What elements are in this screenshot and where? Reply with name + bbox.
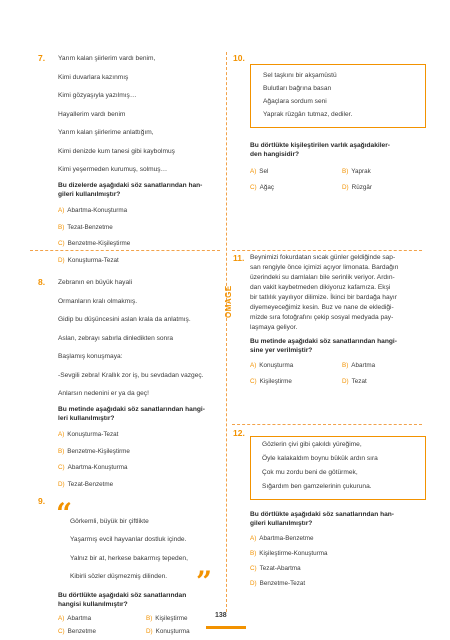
poem-line: Kibirli sözler düşmezmiş dilinden. xyxy=(70,573,168,580)
page-number-bar xyxy=(206,626,246,629)
question-12-prompt: gileri kullanılmıştır? xyxy=(250,520,313,527)
option-a[interactable]: A) Konuşturma-Tezat xyxy=(58,431,119,438)
close-quote-icon: ” xyxy=(196,565,213,598)
question-7-number: 7. xyxy=(38,53,46,63)
text-line: laşmaya geliyor. xyxy=(250,324,298,331)
section-divider-right-2 xyxy=(232,424,422,425)
option-d[interactable]: D) Tezat-Benzetme xyxy=(58,481,114,488)
section-divider-left-1 xyxy=(30,250,220,251)
poem-line: Kimi duvarlara kazınmış xyxy=(58,74,129,81)
option-c[interactable]: C) Benzetme xyxy=(58,628,97,635)
text-line: Aslan, zebrayı sabırla dinledikten sonra xyxy=(58,335,174,342)
question-8-number: 8. xyxy=(38,277,46,287)
question-11-prompt: sine yer verilmiştir? xyxy=(250,347,313,354)
question-10-prompt: den hangisidir? xyxy=(250,151,300,158)
option-c[interactable]: C) Abartma-Konuşturma xyxy=(58,464,128,471)
question-8-prompt: Bu metinde aşağıdaki söz sanatlarından hangi- xyxy=(58,406,205,413)
text-line: dan vakit kaybetmeden dikiyoruz kafamıza. Ekşi xyxy=(250,284,391,291)
option-a[interactable]: A) Abartma-Benzetme xyxy=(250,535,314,542)
text-line: Anlarsın nedenini er ya da geç! xyxy=(58,390,149,397)
question-7-prompt: gileri kullanılmıştır? xyxy=(58,191,121,198)
option-a[interactable]: A) Konuşturma xyxy=(250,362,294,369)
question-12-number: 12. xyxy=(233,428,245,438)
poem-line: Yarım kalan şiirlerime anlattığım, xyxy=(58,129,154,136)
text-line: Başlamış konuşmaya: xyxy=(58,353,123,360)
poem-line: Yaşarmış evcil hayvanlar dostluk içinde. xyxy=(70,536,187,543)
text-line: -Sevgili zebra! Krallık zor iş, bu sevdadan vazgeç. xyxy=(58,372,204,379)
option-d[interactable]: D) Benzetme-Tezat xyxy=(250,580,306,587)
open-quote-icon: “ xyxy=(56,497,73,530)
text-line: bir tatlılık yayılıyor dilimize. İkinci bir bardağa hayır xyxy=(250,294,397,301)
option-a[interactable]: A) Sel xyxy=(250,168,269,175)
poem-line: Kimi gözyaşıyla yazılmış… xyxy=(58,92,137,99)
poem-line: Hayallerim vardı benim xyxy=(58,111,126,118)
poem-line: Yalnız bir at, herkese bakarmış tepeden, xyxy=(70,555,188,562)
poem-line: Gözlerin çivi gibi çakıldı yüreğime, xyxy=(262,441,362,448)
question-7-prompt: Bu dizelerde aşağıdaki söz sanatlarından han- xyxy=(58,182,203,189)
question-9-prompt: Bu dörtlükte aşağıdaki söz sanatlarından xyxy=(58,592,187,599)
poem-line: Görkemli, büyük bir çiftlikte xyxy=(70,518,149,525)
side-label: OMAGE xyxy=(224,285,233,318)
option-a[interactable]: A) Abartma-Konuşturma xyxy=(58,207,128,214)
poem-line: Bulutları bağrına basan xyxy=(263,85,332,92)
poem-line: Kimi yeşermeden kurumuş, solmuş… xyxy=(58,166,168,173)
question-10-prompt: Bu dörtlükte kişileştirilen varlık aşağıdakiler- xyxy=(250,142,390,149)
option-b[interactable]: B) Abartma xyxy=(342,362,376,369)
poem-line: Ağaçlara sordum seni xyxy=(263,98,327,105)
option-a[interactable]: A) Abartma xyxy=(58,615,92,622)
text-line: san rengiyle önce içimizi açıyor limonata. Bardağın xyxy=(250,264,399,271)
question-11-prompt: Bu metinde aşağıdaki söz sanatlarından hangi- xyxy=(250,338,397,345)
option-c[interactable]: C) Tezat-Abartma xyxy=(250,565,301,572)
option-b[interactable]: B) Benzetme-Kişileştirme xyxy=(58,448,130,455)
question-9-number: 9. xyxy=(38,496,46,506)
question-8-prompt: leri kullanılmıştır? xyxy=(58,415,115,422)
option-b[interactable]: B) Kişileştirme xyxy=(146,615,188,622)
text-line: Beynimizi fokurdatan sıcak günler geldiğinde sap- xyxy=(250,254,396,261)
text-line: üzerindeki su damlaları bile serinlik veriyor. Ardın- xyxy=(250,274,395,281)
text-line: Gidip bu düşüncesini aslan krala da anlatmış. xyxy=(58,316,191,323)
text-line: Zebranın en büyük hayali xyxy=(58,279,133,286)
option-c[interactable]: C) Kişileştirme xyxy=(250,378,292,385)
page-number: 138 xyxy=(215,612,227,619)
question-9-prompt: hangisi kullanılmıştır? xyxy=(58,601,128,608)
poem-line: Sığardım ben gamzelerinin çukuruna. xyxy=(262,483,372,490)
text-line: diyemeyeceğimiz kesin. Buz ve nane de eklediği- xyxy=(250,304,394,311)
poem-line: Yarım kalan şiirlerim vardı benim, xyxy=(58,55,156,62)
poem-line: Çok mu zordu beni de götürmek, xyxy=(262,469,358,476)
question-11-number: 11. xyxy=(233,253,245,263)
poem-line: Sel taşkını bir akşamüstü xyxy=(263,72,337,79)
section-divider-right-1 xyxy=(232,250,422,251)
option-c[interactable]: C) Benzetme-Kişileştirme xyxy=(58,240,131,247)
text-line: mizde sıra fotoğrafını çekip sosyal medyada pay- xyxy=(250,314,394,321)
option-b[interactable]: B) Yaprak xyxy=(342,168,371,175)
question-12-prompt: Bu dörtlükte aşağıdaki söz sanatlarından han- xyxy=(250,511,394,518)
text-line: Ormanların kralı olmakmış. xyxy=(58,298,138,305)
option-b[interactable]: B) Kişileştirme-Konuşturma xyxy=(250,550,328,557)
option-d[interactable]: D) Rüzgâr xyxy=(342,184,372,191)
question-10-number: 10. xyxy=(233,53,245,63)
option-b[interactable]: B) Tezat-Benzetme xyxy=(58,224,113,231)
option-d[interactable]: D) Tezat xyxy=(342,378,367,385)
poem-line: Yaprak rüzgârı tutmaz, dediler. xyxy=(263,111,353,118)
poem-line: Kimi denizde kum tanesi gibi kaybolmuş xyxy=(58,148,175,155)
option-d[interactable]: D) Konuşturma-Tezat xyxy=(58,257,119,264)
option-c[interactable]: C) Ağaç xyxy=(250,184,275,191)
poem-line: Öyle kalakaldım boynu bükük ardın sıra xyxy=(262,455,378,462)
option-d[interactable]: D) Konuşturma xyxy=(146,628,190,635)
column-divider xyxy=(226,52,227,612)
